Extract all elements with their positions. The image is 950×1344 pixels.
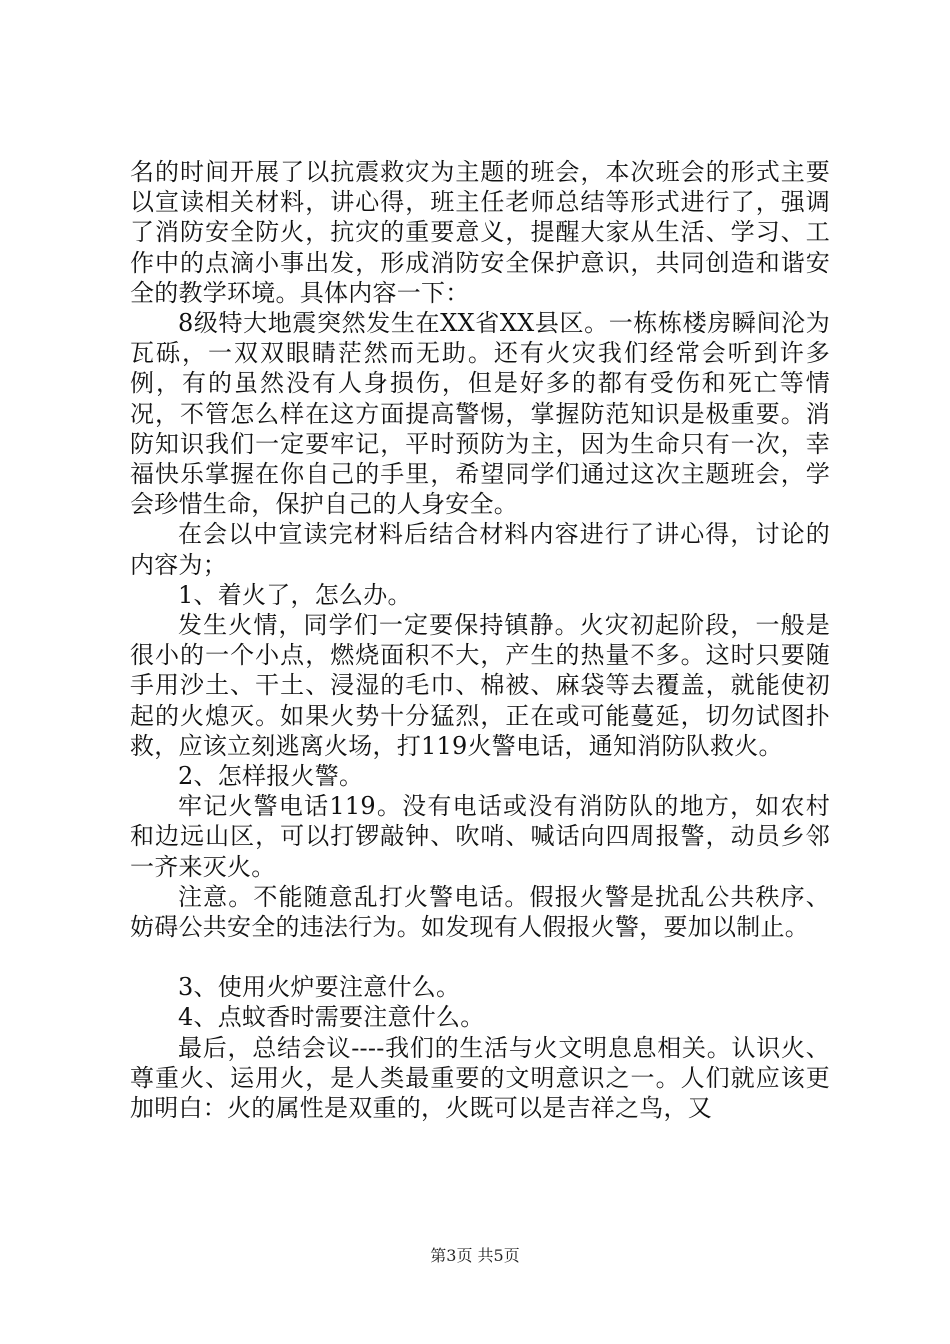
document-body [130,157,830,1123]
paragraph-fire-response: 发生火情，同学们一定要保持镇静。火灾初起阶段，一般是很小的一个小点，燃烧面积不大，产生的热量不多。这时只要随手用沙土、干土、浸湿的毛巾、棉被、麻袋等去覆盖，就能使初起的火熄灭。如果火势十分猛烈，正在或可能蔓延，切勿试图扑救，应该立刻逃离火场，打119火警电话，通知消防队救火。 [130,611,830,760]
heading-mosquito-coil-safety: 4、点蚊香时需要注意什么。 [178,1003,485,1032]
paragraph-false-alarm-warning: 注意。不能随意乱打火警电话。假报火警是扰乱公共秩序、妨碍公共安全的违法行为。如发现有人假报火警，要加以制止。 [130,882,830,942]
page-number-footer: 第3页 共5页 [430,1246,520,1265]
heading-report-fire: 2、怎样报火警。 [178,762,364,791]
paragraph-fire-alarm-119: 牢记火警电话119。没有电话或没有消防队的地方，如农村和边远山区，可以打锣敲钟、吹哨、喊话向四周报警，动员乡邻一齐来灭火。 [130,792,830,881]
paragraph-class-meeting-intro: 名的时间开展了以抗震救灾为主题的班会，本次班会的形式主要以宣读相关材料，讲心得，班主任老师总结等形式进行了，强调了消防安全防火，抗灾的重要意义，提醒大家从生活、学习、工作中的点滴小事出发，形成消防安全保护意识，共同创造和谐安全的教学环境。具体内容一下： [130,158,830,307]
heading-fire-what-to-do: 1、着火了，怎么办。 [178,580,412,609]
heading-stove-safety: 3、使用火炉要注意什么。 [178,973,461,1002]
paragraph-earthquake-fire-safety: 8级特大地震突然发生在XX省XX县区。一栋栋楼房瞬间沦为瓦砾，一双双眼睛茫然而无助。还有火灾我们经常会听到许多例，有的虽然没有人身损伤，但是好多的都有受伤和死亡等情况，不管怎么样在这方面提高警惕，掌握防范知识是极重要。消防知识我们一定要牢记，平时预防为主，因为生命只有一次，幸福快乐掌握在你自己的手里，希望同学们通过这次主题班会，学会珍惜生命，保护自己的人身安全。 [130,309,830,519]
paragraph-discussion-intro: 在会以中宣读完材料后结合材料内容进行了讲心得，讨论的内容为； [130,520,830,579]
paragraph-meeting-summary: 最后，总结会议----我们的生活与火文明息息相关。认识火、尊重火、运用火，是人类最重要的文明意识之一。人们就应该更加明白：火的属性是双重的，火既可以是吉祥之鸟，又 [130,1033,830,1123]
